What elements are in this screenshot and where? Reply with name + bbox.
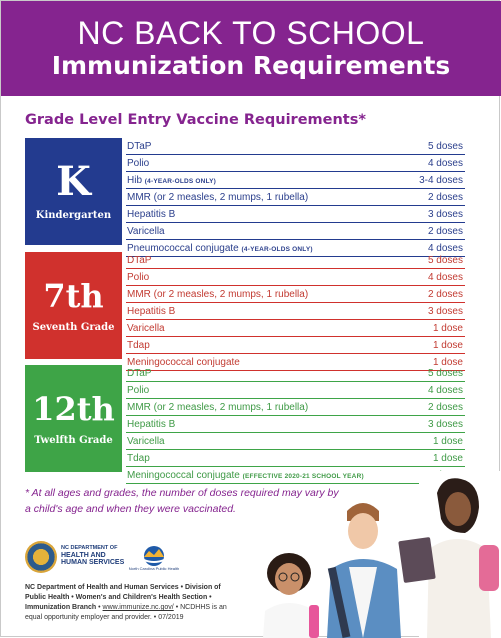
vaccine-doses: 3 doses (427, 418, 463, 430)
seventh-grade-block (25, 252, 465, 368)
vaccine-name-text: Polio (127, 384, 150, 396)
vaccine-doses: 1 dose (432, 452, 463, 464)
vaccine-doses: 1 dose (432, 322, 463, 334)
vaccine-row (126, 252, 465, 269)
vaccine-doses: 3-4 doses (419, 174, 463, 186)
vaccine-name (127, 158, 149, 169)
vaccine-name (127, 255, 151, 266)
vaccine-doses: 2 doses (427, 191, 463, 203)
vaccine-list (126, 252, 465, 371)
dhhs-line-1: NC DEPARTMENT OF (61, 545, 118, 551)
footer-tail: • NCDHHS is an equal opportunity employer and provider. • 07/2019 (25, 604, 227, 621)
vaccine-name (127, 209, 175, 220)
vaccine-name-text: Meningococcal conjugate (127, 356, 240, 368)
vaccine-row (126, 286, 465, 303)
footer-credits: NC Department of Health and Human Services • Division of Public Health • Women's and Children's Health Section • Immunization Branch • www.immunize.nc.gov/ • NCDHHS is an equal opportunity employer and provider. • 07/2019 (25, 584, 227, 621)
vaccine-note: (4-YEAR-OLDS ONLY) (144, 177, 217, 185)
vaccine-name-text: MMR (or 2 measles, 2 mumps, 1 rubella) (127, 401, 309, 413)
vaccine-name-text: Hepatitis B (127, 208, 176, 220)
vaccine-row (126, 223, 465, 240)
vaccine-row (126, 269, 465, 286)
vaccine-row (126, 303, 465, 320)
vaccine-name (127, 340, 150, 351)
vaccine-note: (4-YEAR-OLDS ONLY) (241, 245, 313, 253)
dhhs-logo-text (61, 545, 141, 566)
vaccine-doses: 1 dose (432, 435, 463, 447)
vaccine-name (127, 368, 151, 379)
nc-seal-icon (25, 541, 57, 573)
vaccine-doses: 5 doses (427, 254, 463, 266)
vaccine-name (127, 419, 175, 430)
footer-org: NC Department of Health and Human Services • Division of Public Health • Women's and Children's Health Section • Immunization Branch (25, 584, 221, 611)
vaccine-row (126, 138, 465, 155)
vaccine-row (126, 382, 465, 399)
vaccine-doses: 4 doses (427, 157, 463, 169)
vaccine-note: (EFFECTIVE 2020-21 SCHOOL YEAR) (242, 472, 364, 480)
vaccine-doses: 1 dose (432, 339, 463, 351)
vaccine-name-text: Tdap (127, 452, 150, 464)
vaccine-doses: 2 doses (427, 401, 463, 413)
vaccine-name-text: Varicella (127, 322, 165, 334)
vaccine-name-text: Meningococcal conjugate (127, 469, 240, 481)
vaccine-name (127, 323, 165, 334)
vaccine-row (126, 433, 465, 450)
vaccine-doses: 5 doses (427, 367, 463, 379)
vaccine-name (127, 289, 308, 300)
vaccine-name (127, 385, 149, 396)
grade-badge-label: Kindergarten (35, 210, 112, 221)
vaccine-name-text: Tdap (127, 339, 150, 351)
vaccine-name-text: Hib (127, 174, 143, 186)
doses-footnote: * At all ages and grades, the number of doses required may vary by a child's age and when they were vaccinated. (25, 487, 339, 515)
vaccine-doses: 1 dose (432, 356, 463, 368)
grade-badge-letter: K (56, 158, 91, 205)
vaccine-row (126, 399, 465, 416)
vaccine-name (127, 175, 216, 186)
vaccine-name-text: DTaP (127, 367, 152, 379)
vaccine-row (126, 450, 465, 467)
footer-url[interactable]: www.immunize.nc.gov/ (102, 604, 174, 611)
section-title: Grade Level Entry Vaccine Requirements* (25, 112, 366, 128)
grade-badge-letter: 7th (43, 277, 104, 315)
vaccine-list (126, 138, 465, 257)
vaccine-doses: 5 doses (427, 140, 463, 152)
vaccine-name-text: DTaP (127, 254, 152, 266)
vaccine-name-text: Varicella (127, 225, 165, 237)
kindergarten-badge (25, 138, 122, 245)
dhhs-line-3: HUMAN SERVICES (61, 559, 125, 566)
vaccine-name-text: MMR (or 2 measles, 2 mumps, 1 rubella) (127, 191, 309, 203)
grade-badge-label: Seventh Grade (32, 322, 115, 333)
public-health-logo-icon (128, 545, 180, 575)
vaccine-doses: 3 doses (427, 305, 463, 317)
vaccine-list (126, 365, 465, 484)
vaccine-doses: 2 doses (427, 225, 463, 237)
vaccine-name (127, 192, 308, 203)
vaccine-row (126, 416, 465, 433)
vaccine-name (127, 306, 175, 317)
twelfth-grade-badge (25, 365, 122, 472)
title-line-1: NC BACK TO SCHOOL (77, 15, 425, 51)
vaccine-doses: 2 doses (427, 288, 463, 300)
vaccine-row (126, 206, 465, 223)
vaccine-name (127, 436, 165, 447)
vaccine-name (127, 402, 308, 413)
vaccine-name-text: DTaP (127, 140, 152, 152)
twelfth-grade-block (25, 365, 465, 481)
vaccine-name (127, 141, 151, 152)
vaccine-row (126, 172, 465, 189)
vaccine-name-text: Varicella (127, 435, 165, 447)
vaccine-doses: 4 doses (427, 242, 463, 254)
seventh-grade-badge (25, 252, 122, 359)
grade-badge-letter: 12th (32, 390, 115, 428)
public-health-logo-text: North Carolina Public Health (128, 566, 180, 571)
students-photo (251, 471, 501, 638)
vaccine-name (127, 272, 149, 283)
vaccine-name-text: Hepatitis B (127, 305, 176, 317)
dhhs-line-2: HEALTH AND (61, 552, 106, 559)
vaccine-name-text: Polio (127, 271, 150, 283)
title-line-2: Immunization Requirements (51, 51, 451, 80)
vaccine-name-text: Pneumococcal conjugate (127, 242, 239, 254)
vaccine-row (126, 337, 465, 354)
vaccine-name-text: MMR (or 2 measles, 2 mumps, 1 rubella) (127, 288, 309, 300)
grade-badge-label: Twelfth Grade (34, 435, 113, 446)
kindergarten-block (25, 138, 465, 254)
vaccine-row (126, 320, 465, 337)
vaccine-row (126, 155, 465, 172)
vaccine-doses: 3 doses (427, 208, 463, 220)
vaccine-name (127, 453, 150, 464)
header-banner (1, 1, 501, 96)
vaccine-doses: 4 doses (427, 271, 463, 283)
logos (25, 541, 180, 577)
vaccine-doses: 4 doses (427, 384, 463, 396)
vaccine-row (126, 189, 465, 206)
vaccine-name-text: Polio (127, 157, 150, 169)
vaccine-row (126, 365, 465, 382)
vaccine-name-text: Hepatitis B (127, 418, 176, 430)
vaccine-name (127, 226, 165, 237)
